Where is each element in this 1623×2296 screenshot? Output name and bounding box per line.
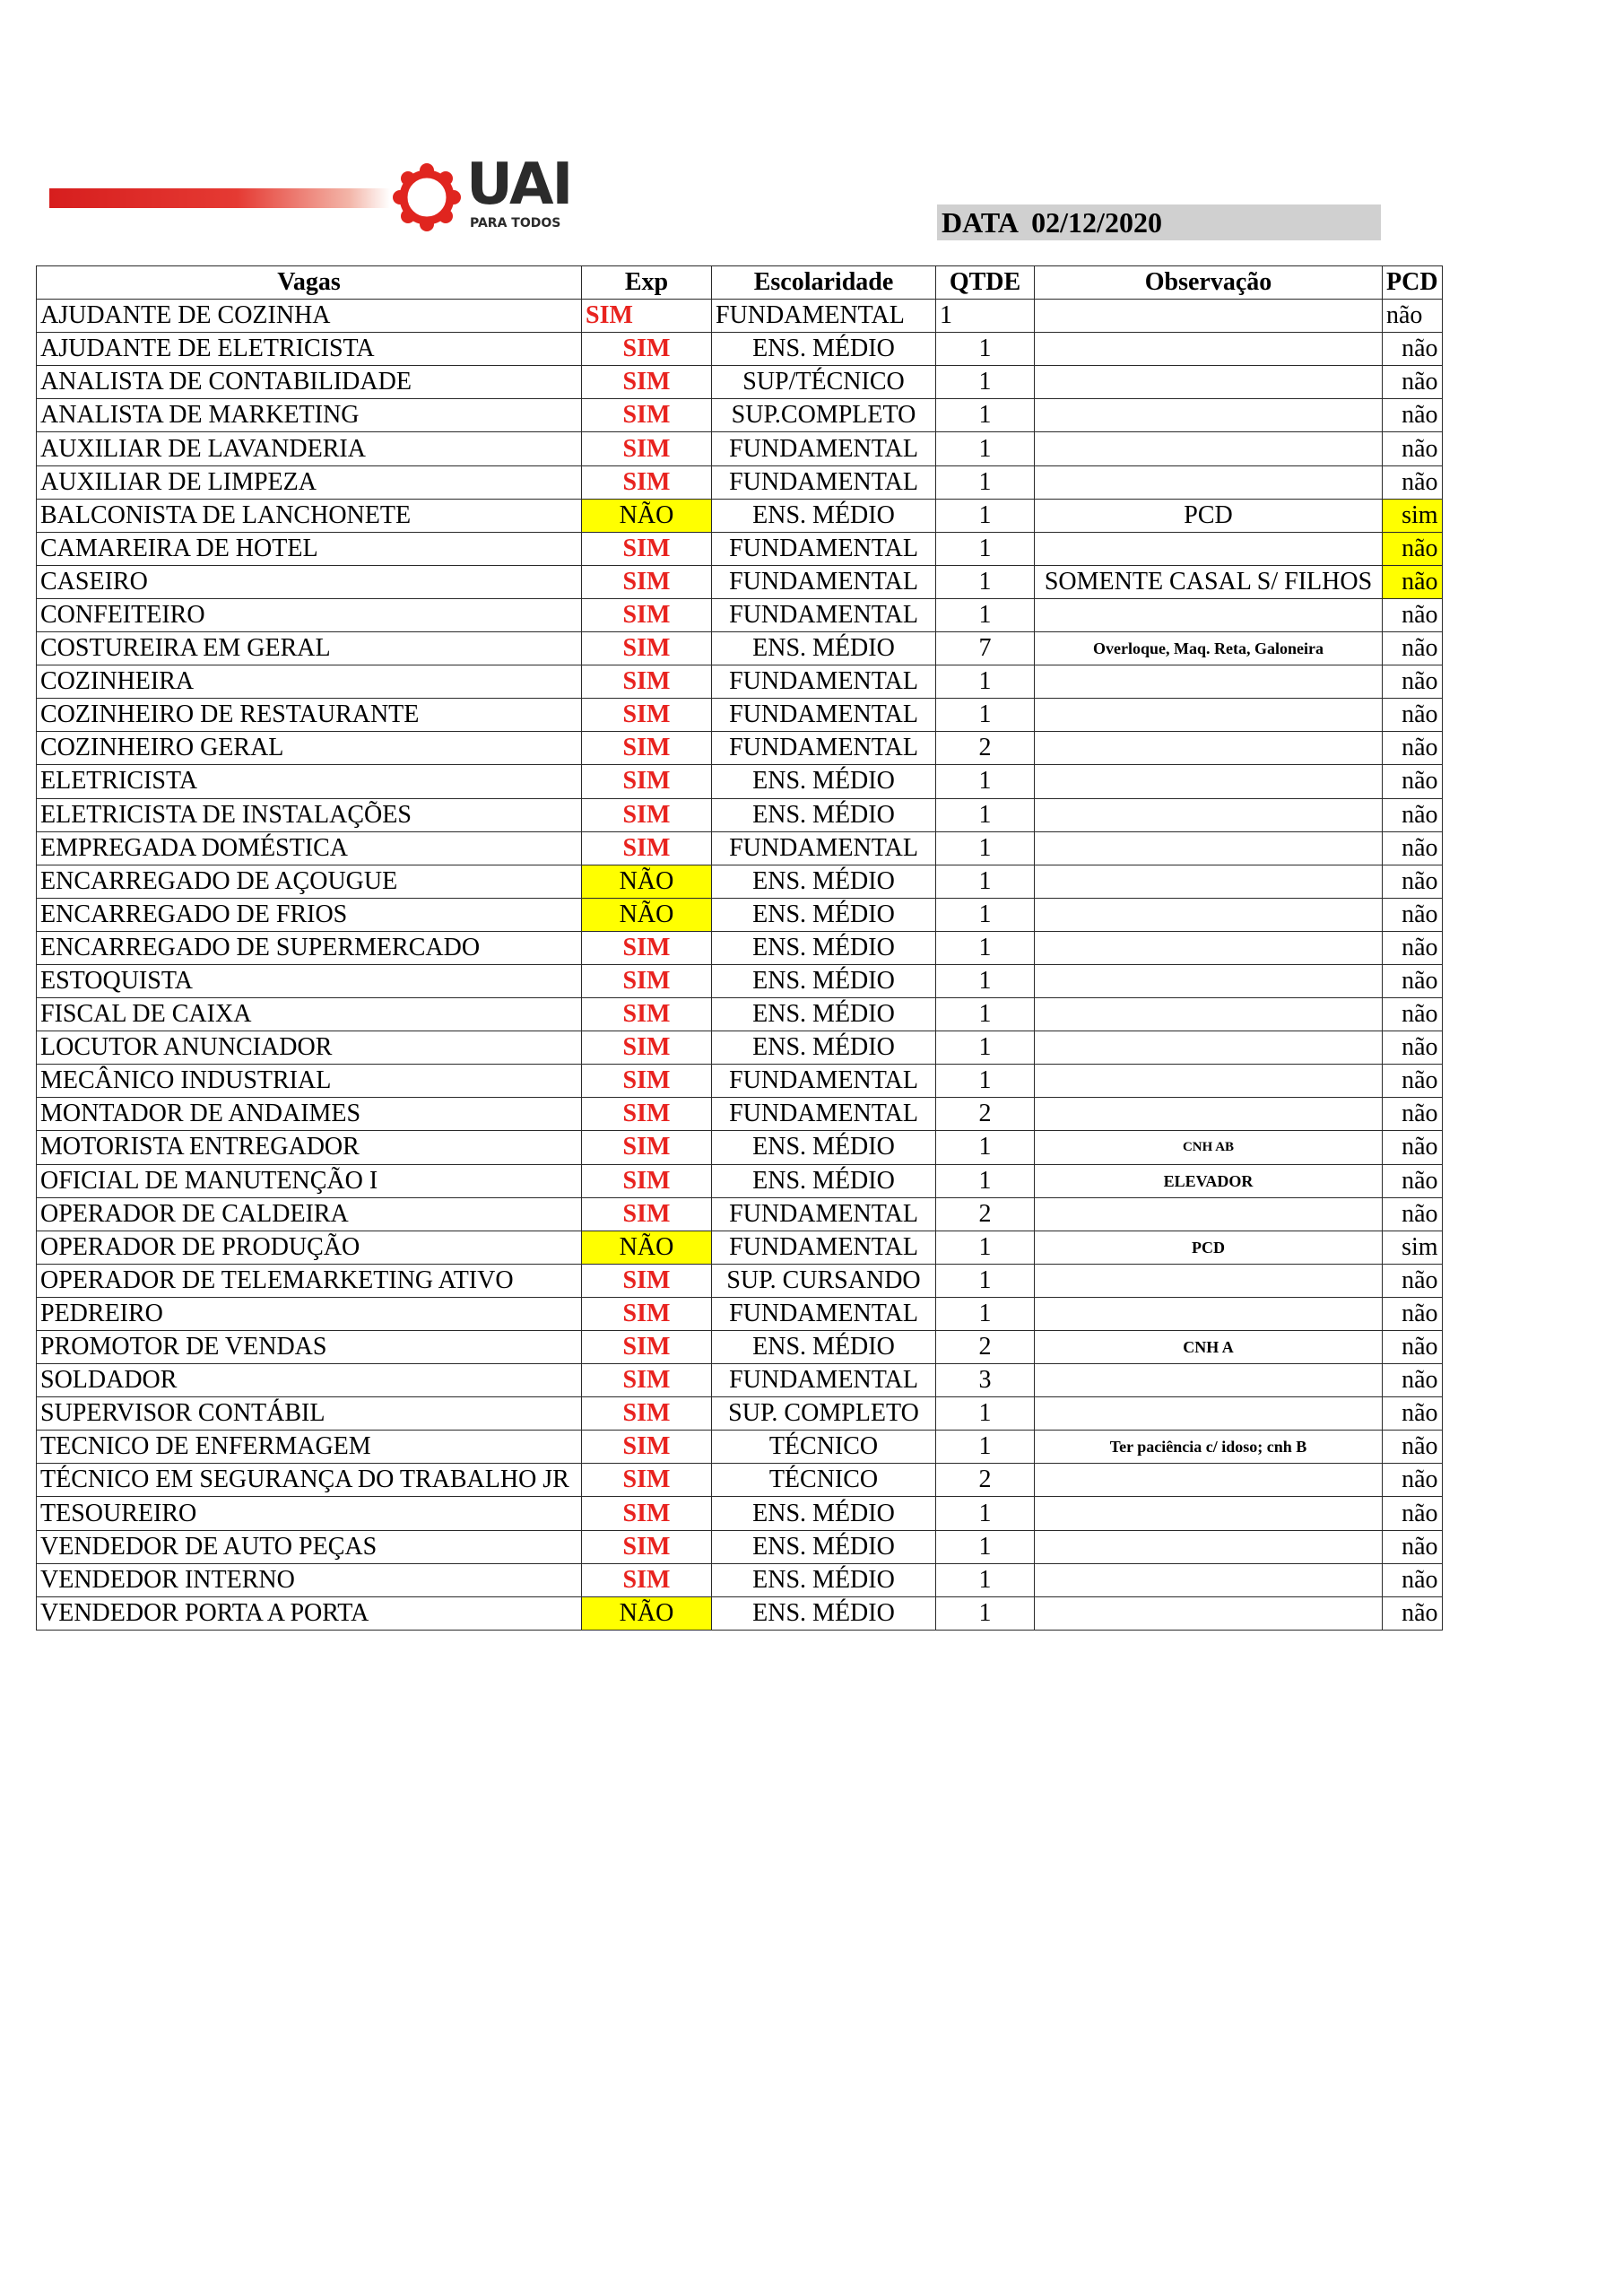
exp-cell: SIM (582, 1264, 712, 1297)
pcd-cell: não (1383, 1464, 1443, 1497)
observacao-cell (1035, 1497, 1383, 1530)
qtde-cell: 3 (936, 1364, 1035, 1397)
qtde-cell: 1 (936, 1397, 1035, 1431)
table-row (37, 998, 1443, 1031)
table-row (37, 898, 1443, 931)
vaga-cell: PROMOTOR DE VENDAS (37, 1331, 582, 1364)
qtde-cell: 1 (936, 499, 1035, 532)
escolaridade-cell: ENS. MÉDIO (712, 865, 936, 898)
observacao-cell (1035, 300, 1383, 333)
pcd-cell: não (1383, 366, 1443, 399)
observacao-cell (1035, 1397, 1383, 1431)
header-escolaridade: Escolaridade (712, 266, 936, 300)
observacao-cell (1035, 333, 1383, 366)
exp-cell: SIM (582, 1197, 712, 1231)
observacao-cell (1035, 366, 1383, 399)
observacao-cell (1035, 1596, 1383, 1630)
vaga-cell: MECÂNICO INDUSTRIAL (37, 1065, 582, 1098)
escolaridade-cell: TÉCNICO (712, 1431, 936, 1464)
table-row (37, 1231, 1443, 1264)
exp-cell: SIM (582, 1065, 712, 1098)
pcd-cell: não (1383, 1563, 1443, 1596)
table-row (37, 499, 1443, 532)
qtde-cell: 2 (936, 1331, 1035, 1364)
vaga-cell: AUXILIAR DE LAVANDERIA (37, 432, 582, 465)
qtde-cell: 1 (936, 1497, 1035, 1530)
escolaridade-cell: FUNDAMENTAL (712, 699, 936, 732)
qtde-cell: 1 (936, 865, 1035, 898)
header-vagas: Vagas (37, 266, 582, 300)
pcd-cell: não (1383, 1397, 1443, 1431)
pcd-cell: não (1383, 865, 1443, 898)
vaga-cell: CONFEITEIRO (37, 598, 582, 631)
qtde-cell: 1 (936, 1530, 1035, 1563)
vaga-cell: LOCUTOR ANUNCIADOR (37, 1031, 582, 1065)
qtde-cell: 1 (936, 532, 1035, 565)
escolaridade-cell: FUNDAMENTAL (712, 1197, 936, 1231)
qtde-cell: 1 (936, 333, 1035, 366)
table-row (37, 1431, 1443, 1464)
table-row (37, 333, 1443, 366)
pcd-cell: não (1383, 432, 1443, 465)
table-row (37, 1065, 1443, 1098)
exp-cell: SIM (582, 1031, 712, 1065)
table-row (37, 1530, 1443, 1563)
vaga-cell: SUPERVISOR CONTÁBIL (37, 1397, 582, 1431)
table-row (37, 432, 1443, 465)
header-observacao: Observação (1035, 266, 1383, 300)
observacao-cell (1035, 465, 1383, 499)
observacao-cell (1035, 865, 1383, 898)
table-row (37, 665, 1443, 699)
pcd-cell: não (1383, 898, 1443, 931)
exp-cell: NÃO (582, 1231, 712, 1264)
pcd-cell: não (1383, 1331, 1443, 1364)
exp-cell: SIM (582, 1131, 712, 1164)
table-row (37, 598, 1443, 631)
exp-cell: SIM (582, 798, 712, 831)
table-row (37, 699, 1443, 732)
exp-cell: SIM (582, 1364, 712, 1397)
pcd-cell: sim (1383, 499, 1443, 532)
observacao-cell (1035, 1031, 1383, 1065)
exp-cell: SIM (582, 1530, 712, 1563)
vaga-cell: ANALISTA DE CONTABILIDADE (37, 366, 582, 399)
table-row (37, 1364, 1443, 1397)
qtde-cell: 1 (936, 665, 1035, 699)
observacao-cell (1035, 532, 1383, 565)
exp-cell: SIM (582, 831, 712, 865)
vaga-cell: AUXILIAR DE LIMPEZA (37, 465, 582, 499)
observacao-cell: ELEVADOR (1035, 1164, 1383, 1197)
exp-cell: SIM (582, 532, 712, 565)
table-row (37, 865, 1443, 898)
vaga-cell: OFICIAL DE MANUTENÇÃO I (37, 1164, 582, 1197)
pcd-cell: não (1383, 1596, 1443, 1630)
pcd-cell: não (1383, 1264, 1443, 1297)
escolaridade-cell: ENS. MÉDIO (712, 333, 936, 366)
table-row (37, 1397, 1443, 1431)
escolaridade-cell: FUNDAMENTAL (712, 598, 936, 631)
qtde-cell: 7 (936, 632, 1035, 665)
exp-cell: SIM (582, 931, 712, 964)
qtde-cell: 1 (936, 1164, 1035, 1197)
escolaridade-cell: ENS. MÉDIO (712, 1031, 936, 1065)
vaga-cell: COSTUREIRA EM GERAL (37, 632, 582, 665)
exp-cell: SIM (582, 1497, 712, 1530)
pcd-cell: não (1383, 1098, 1443, 1131)
escolaridade-cell: FUNDAMENTAL (712, 300, 936, 333)
table-row (37, 798, 1443, 831)
vaga-cell: ENCARREGADO DE AÇOUGUE (37, 865, 582, 898)
qtde-cell: 1 (936, 399, 1035, 432)
observacao-cell (1035, 1264, 1383, 1297)
qtde-cell: 1 (936, 565, 1035, 598)
table-row (37, 1297, 1443, 1330)
qtde-cell: 2 (936, 732, 1035, 765)
table-row (37, 1497, 1443, 1530)
pcd-cell: não (1383, 699, 1443, 732)
qtde-cell: 1 (936, 1031, 1035, 1065)
exp-cell: SIM (582, 300, 712, 333)
pcd-cell: não (1383, 964, 1443, 997)
escolaridade-cell: ENS. MÉDIO (712, 1164, 936, 1197)
vaga-cell: COZINHEIRA (37, 665, 582, 699)
exp-cell: SIM (582, 1431, 712, 1464)
pcd-cell: não (1383, 632, 1443, 665)
observacao-cell: PCD (1035, 499, 1383, 532)
table-row (37, 565, 1443, 598)
observacao-cell: Overloque, Maq. Reta, Galoneira (1035, 632, 1383, 665)
escolaridade-cell: FUNDAMENTAL (712, 1364, 936, 1397)
qtde-cell: 1 (936, 699, 1035, 732)
logo-subtitle: PARA TODOS (470, 216, 561, 230)
observacao-cell (1035, 1098, 1383, 1131)
vaga-cell: TÉCNICO EM SEGURANÇA DO TRABALHO JR (37, 1464, 582, 1497)
header-exp: Exp (582, 266, 712, 300)
exp-cell: SIM (582, 632, 712, 665)
pcd-cell: não (1383, 798, 1443, 831)
observacao-cell (1035, 1065, 1383, 1098)
pcd-cell: não (1383, 399, 1443, 432)
vaga-cell: TESOUREIRO (37, 1497, 582, 1530)
table-row (37, 732, 1443, 765)
vacancies-table (36, 265, 1443, 1631)
table-row (37, 964, 1443, 997)
table-row (37, 1596, 1443, 1630)
escolaridade-cell: FUNDAMENTAL (712, 1231, 936, 1264)
exp-cell: NÃO (582, 898, 712, 931)
qtde-cell: 1 (936, 1131, 1035, 1164)
exp-cell: SIM (582, 1563, 712, 1596)
escolaridade-cell: FUNDAMENTAL (712, 465, 936, 499)
vaga-cell: OPERADOR DE PRODUÇÃO (37, 1231, 582, 1264)
qtde-cell: 1 (936, 1065, 1035, 1098)
vaga-cell: FISCAL DE CAIXA (37, 998, 582, 1031)
escolaridade-cell: FUNDAMENTAL (712, 532, 936, 565)
observacao-cell (1035, 732, 1383, 765)
observacao-cell: Ter paciência c/ idoso; cnh B (1035, 1431, 1383, 1464)
exp-cell: SIM (582, 998, 712, 1031)
qtde-cell: 1 (936, 964, 1035, 997)
qtde-cell: 1 (936, 1264, 1035, 1297)
vaga-cell: AJUDANTE DE COZINHA (37, 300, 582, 333)
observacao-cell (1035, 831, 1383, 865)
vaga-cell: VENDEDOR DE AUTO PEÇAS (37, 1530, 582, 1563)
vaga-cell: COZINHEIRO GERAL (37, 732, 582, 765)
escolaridade-cell: ENS. MÉDIO (712, 632, 936, 665)
vaga-cell: AJUDANTE DE ELETRICISTA (37, 333, 582, 366)
observacao-cell (1035, 598, 1383, 631)
vaga-cell: VENDEDOR PORTA A PORTA (37, 1596, 582, 1630)
table-row (37, 831, 1443, 865)
logo-wordmark: UAI (466, 152, 572, 218)
escolaridade-cell: ENS. MÉDIO (712, 1596, 936, 1630)
observacao-cell (1035, 432, 1383, 465)
observacao-cell (1035, 399, 1383, 432)
pcd-cell: não (1383, 1431, 1443, 1464)
pcd-cell: não (1383, 532, 1443, 565)
date-label: DATA 02/12/2020 (937, 204, 1381, 240)
table-row (37, 1031, 1443, 1065)
escolaridade-cell: FUNDAMENTAL (712, 565, 936, 598)
qtde-cell: 1 (936, 1297, 1035, 1330)
escolaridade-cell: FUNDAMENTAL (712, 732, 936, 765)
vaga-cell: PEDREIRO (37, 1297, 582, 1330)
exp-cell: SIM (582, 565, 712, 598)
uai-logo (391, 154, 570, 244)
exp-cell: SIM (582, 432, 712, 465)
table-row (37, 366, 1443, 399)
exp-cell: SIM (582, 765, 712, 798)
escolaridade-cell: FUNDAMENTAL (712, 831, 936, 865)
pcd-cell: não (1383, 565, 1443, 598)
vaga-cell: MOTORISTA ENTREGADOR (37, 1131, 582, 1164)
escolaridade-cell: ENS. MÉDIO (712, 998, 936, 1031)
table-row (37, 1131, 1443, 1164)
qtde-cell: 1 (936, 831, 1035, 865)
qtde-cell: 1 (936, 798, 1035, 831)
vaga-cell: TECNICO DE ENFERMAGEM (37, 1431, 582, 1464)
pcd-cell: não (1383, 300, 1443, 333)
vaga-cell: SOLDADOR (37, 1364, 582, 1397)
header-red-bar (49, 188, 390, 208)
vaga-cell: EMPREGADA DOMÉSTICA (37, 831, 582, 865)
escolaridade-cell: FUNDAMENTAL (712, 432, 936, 465)
table-row (37, 1264, 1443, 1297)
uai-logo-icon (391, 161, 463, 233)
escolaridade-cell: SUP.COMPLETO (712, 399, 936, 432)
vaga-cell: ELETRICISTA (37, 765, 582, 798)
table-header-row (37, 266, 1443, 300)
table-row (37, 632, 1443, 665)
observacao-cell (1035, 1364, 1383, 1397)
exp-cell: NÃO (582, 1596, 712, 1630)
qtde-cell: 2 (936, 1464, 1035, 1497)
pcd-cell: não (1383, 998, 1443, 1031)
pcd-cell: não (1383, 1364, 1443, 1397)
vaga-cell: OPERADOR DE CALDEIRA (37, 1197, 582, 1231)
table-row (37, 931, 1443, 964)
qtde-cell: 1 (936, 1231, 1035, 1264)
escolaridade-cell: ENS. MÉDIO (712, 898, 936, 931)
qtde-cell: 1 (936, 1431, 1035, 1464)
escolaridade-cell: ENS. MÉDIO (712, 765, 936, 798)
observacao-cell: SOMENTE CASAL S/ FILHOS (1035, 565, 1383, 598)
qtde-cell: 1 (936, 998, 1035, 1031)
pcd-cell: não (1383, 333, 1443, 366)
header-qtde: QTDE (936, 266, 1035, 300)
table-row (37, 399, 1443, 432)
escolaridade-cell: FUNDAMENTAL (712, 1065, 936, 1098)
exp-cell: SIM (582, 333, 712, 366)
vaga-cell: CASEIRO (37, 565, 582, 598)
qtde-cell: 2 (936, 1197, 1035, 1231)
observacao-cell (1035, 1197, 1383, 1231)
vaga-cell: COZINHEIRO DE RESTAURANTE (37, 699, 582, 732)
observacao-cell: CNH AB (1035, 1131, 1383, 1164)
table-row (37, 765, 1443, 798)
pcd-cell: não (1383, 1197, 1443, 1231)
table-row (37, 300, 1443, 333)
exp-cell: SIM (582, 598, 712, 631)
exp-cell: SIM (582, 964, 712, 997)
table-row (37, 532, 1443, 565)
escolaridade-cell: ENS. MÉDIO (712, 1530, 936, 1563)
pcd-cell: não (1383, 598, 1443, 631)
pcd-cell: sim (1383, 1231, 1443, 1264)
vaga-cell: ESTOQUISTA (37, 964, 582, 997)
qtde-cell: 1 (936, 465, 1035, 499)
pcd-cell: não (1383, 1031, 1443, 1065)
escolaridade-cell: SUP/TÉCNICO (712, 366, 936, 399)
observacao-cell: PCD (1035, 1231, 1383, 1264)
vaga-cell: VENDEDOR INTERNO (37, 1563, 582, 1596)
observacao-cell (1035, 964, 1383, 997)
pcd-cell: não (1383, 765, 1443, 798)
qtde-cell: 1 (936, 765, 1035, 798)
vaga-cell: BALCONISTA DE LANCHONETE (37, 499, 582, 532)
qtde-cell: 1 (936, 1563, 1035, 1596)
escolaridade-cell: FUNDAMENTAL (712, 1297, 936, 1330)
qtde-cell: 1 (936, 898, 1035, 931)
table-row (37, 1098, 1443, 1131)
table-row (37, 1164, 1443, 1197)
exp-cell: NÃO (582, 865, 712, 898)
pcd-cell: não (1383, 665, 1443, 699)
exp-cell: SIM (582, 1164, 712, 1197)
qtde-cell: 1 (936, 598, 1035, 631)
escolaridade-cell: ENS. MÉDIO (712, 1331, 936, 1364)
vaga-cell: CAMAREIRA DE HOTEL (37, 532, 582, 565)
table-row (37, 1331, 1443, 1364)
escolaridade-cell: ENS. MÉDIO (712, 1131, 936, 1164)
escolaridade-cell: ENS. MÉDIO (712, 499, 936, 532)
escolaridade-cell: SUP. CURSANDO (712, 1264, 936, 1297)
exp-cell: SIM (582, 399, 712, 432)
exp-cell: SIM (582, 732, 712, 765)
observacao-cell (1035, 699, 1383, 732)
qtde-cell: 1 (936, 432, 1035, 465)
qtde-cell: 1 (936, 1596, 1035, 1630)
escolaridade-cell: ENS. MÉDIO (712, 1563, 936, 1596)
observacao-cell (1035, 931, 1383, 964)
pcd-cell: não (1383, 831, 1443, 865)
observacao-cell (1035, 765, 1383, 798)
pcd-cell: não (1383, 465, 1443, 499)
escolaridade-cell: FUNDAMENTAL (712, 1098, 936, 1131)
table-row (37, 465, 1443, 499)
escolaridade-cell: TÉCNICO (712, 1464, 936, 1497)
table-row (37, 1197, 1443, 1231)
escolaridade-cell: SUP. COMPLETO (712, 1397, 936, 1431)
pcd-cell: não (1383, 1131, 1443, 1164)
escolaridade-cell: ENS. MÉDIO (712, 964, 936, 997)
exp-cell: SIM (582, 1464, 712, 1497)
qtde-cell: 1 (936, 366, 1035, 399)
escolaridade-cell: FUNDAMENTAL (712, 665, 936, 699)
qtde-cell: 2 (936, 1098, 1035, 1131)
exp-cell: SIM (582, 1331, 712, 1364)
pcd-cell: não (1383, 1497, 1443, 1530)
observacao-cell (1035, 1530, 1383, 1563)
qtde-cell: 1 (936, 931, 1035, 964)
exp-cell: SIM (582, 1397, 712, 1431)
observacao-cell (1035, 898, 1383, 931)
pcd-cell: não (1383, 732, 1443, 765)
header-pcd: PCD (1383, 266, 1443, 300)
observacao-cell: CNH A (1035, 1331, 1383, 1364)
observacao-cell (1035, 998, 1383, 1031)
pcd-cell: não (1383, 1530, 1443, 1563)
exp-cell: SIM (582, 699, 712, 732)
observacao-cell (1035, 1297, 1383, 1330)
vaga-cell: ENCARREGADO DE SUPERMERCADO (37, 931, 582, 964)
vaga-cell: MONTADOR DE ANDAIMES (37, 1098, 582, 1131)
pcd-cell: não (1383, 931, 1443, 964)
observacao-cell (1035, 665, 1383, 699)
exp-cell: SIM (582, 665, 712, 699)
vaga-cell: ENCARREGADO DE FRIOS (37, 898, 582, 931)
vaga-cell: ANALISTA DE MARKETING (37, 399, 582, 432)
table-row (37, 1464, 1443, 1497)
table-row (37, 1563, 1443, 1596)
escolaridade-cell: ENS. MÉDIO (712, 931, 936, 964)
vaga-cell: OPERADOR DE TELEMARKETING ATIVO (37, 1264, 582, 1297)
observacao-cell (1035, 1464, 1383, 1497)
exp-cell: SIM (582, 366, 712, 399)
exp-cell: SIM (582, 1297, 712, 1330)
exp-cell: SIM (582, 465, 712, 499)
observacao-cell (1035, 1563, 1383, 1596)
qtde-cell: 1 (936, 300, 1035, 333)
pcd-cell: não (1383, 1297, 1443, 1330)
pcd-cell: não (1383, 1065, 1443, 1098)
exp-cell: SIM (582, 1098, 712, 1131)
exp-cell: NÃO (582, 499, 712, 532)
escolaridade-cell: ENS. MÉDIO (712, 1497, 936, 1530)
vaga-cell: ELETRICISTA DE INSTALAÇÕES (37, 798, 582, 831)
pcd-cell: não (1383, 1164, 1443, 1197)
escolaridade-cell: ENS. MÉDIO (712, 798, 936, 831)
observacao-cell (1035, 798, 1383, 831)
